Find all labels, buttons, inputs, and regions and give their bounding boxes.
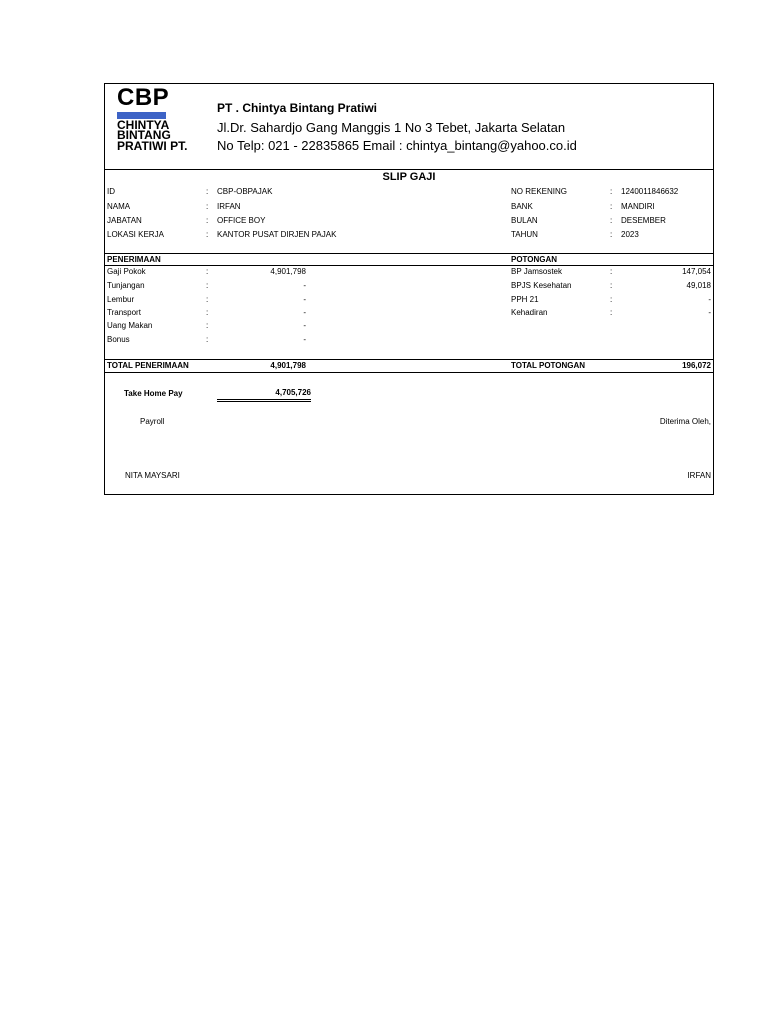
info-value-bulan: DESEMBER [621, 216, 666, 225]
earning-colon: : [206, 281, 209, 290]
deduction-colon: : [610, 308, 613, 317]
info-label-lokasi: LOKASI KERJA [107, 230, 164, 239]
info-value-rekening: 1240011846632 [621, 187, 679, 196]
info-colon: : [610, 216, 613, 225]
earning-label-uang-makan: Uang Makan [107, 321, 153, 330]
earning-label-transport: Transport [107, 308, 141, 317]
deduction-value-pph21: - [708, 295, 711, 304]
totals-top-divider [105, 359, 713, 360]
earning-label-tunjangan: Tunjangan [107, 281, 145, 290]
take-home-value: 4,705,726 [217, 388, 311, 402]
earning-colon: : [206, 308, 209, 317]
info-colon: : [206, 230, 209, 239]
logo-line-2: BINTANG [117, 128, 171, 142]
payroll-signer-name: NITA MAYSARI [125, 471, 180, 480]
earning-colon: : [206, 295, 209, 304]
logo-line-1: CHINTYA [117, 118, 170, 132]
earning-colon: : [206, 267, 209, 276]
earning-value-gaji-pokok: 4,901,798 [270, 267, 306, 276]
deduction-colon: : [610, 295, 613, 304]
total-earnings-value: 4,901,798 [270, 361, 306, 370]
payroll-label: Payroll [140, 417, 165, 426]
company-contact: No Telp: 021 - 22835865 Email : chintya_bintang@yahoo.co.id [217, 138, 577, 153]
info-label-nama: NAMA [107, 202, 131, 211]
info-colon: : [206, 216, 209, 225]
salary-slip [104, 83, 714, 495]
info-colon: : [610, 230, 613, 239]
info-value-bank: MANDIRI [621, 202, 655, 211]
deduction-colon: : [610, 281, 613, 290]
info-colon: : [206, 202, 209, 211]
deduction-label-pph21: PPH 21 [511, 295, 539, 304]
company-logo-text: CBP [117, 84, 170, 111]
deduction-value-bpjs: 49,018 [686, 281, 711, 290]
company-address: Jl.Dr. Sahardjo Gang Manggis 1 No 3 Tebet, Jakarta Selatan [217, 120, 566, 135]
earning-colon: : [206, 321, 209, 330]
info-label-tahun: TAHUN [511, 230, 538, 239]
info-value-lokasi: KANTOR PUSAT DIRJEN PAJAK [217, 230, 337, 239]
info-label-jabatan: JABATAN [107, 216, 142, 225]
section-header-divider [105, 265, 713, 266]
info-value-tahun: 2023 [621, 230, 639, 239]
earnings-header: PENERIMAAN [107, 255, 161, 264]
company-name: PT . Chintya Bintang Pratiwi [217, 101, 378, 115]
slip-title: SLIP GAJI [382, 171, 436, 183]
info-divider [105, 253, 713, 254]
logo-line-3: PRATIWI PT. [117, 139, 188, 153]
total-deductions-label: TOTAL POTONGAN [511, 361, 586, 370]
deductions-header: POTONGAN [511, 255, 558, 264]
info-value-jabatan: OFFICE BOY [217, 216, 266, 225]
total-earnings-label: TOTAL PENERIMAAN [107, 361, 189, 370]
info-value-nama: IRFAN [217, 202, 241, 211]
totals-bottom-divider [105, 372, 713, 373]
earning-colon: : [206, 335, 209, 344]
info-colon: : [610, 202, 613, 211]
info-label-id: ID [107, 187, 115, 196]
earning-label-lembur: Lembur [107, 295, 135, 304]
received-by-label: Diterima Oleh, [659, 417, 711, 426]
earning-value-lembur: - [303, 295, 306, 304]
deduction-colon: : [610, 267, 613, 276]
earning-value-uang-makan: - [303, 321, 306, 330]
deduction-value-jamsostek: 147,054 [682, 267, 711, 276]
info-label-bulan: BULAN [511, 216, 538, 225]
deduction-value-kehadiran: - [708, 308, 711, 317]
deduction-label-kehadiran: Kehadiran [511, 308, 548, 317]
deduction-label-jamsostek: BP Jamsostek [511, 267, 562, 276]
earning-value-transport: - [303, 308, 306, 317]
earning-label-gaji-pokok: Gaji Pokok [107, 267, 146, 276]
earning-label-bonus: Bonus [107, 335, 130, 344]
deduction-label-bpjs: BPJS Kesehatan [511, 281, 572, 290]
receiver-signer-name: IRFAN [687, 471, 711, 480]
earning-value-bonus: - [303, 335, 306, 344]
info-label-rekening: NO REKENING [511, 187, 568, 196]
info-colon: : [206, 187, 209, 196]
earning-value-tunjangan: - [303, 281, 306, 290]
info-value-id: CBP-OBPAJAK [217, 187, 273, 196]
take-home-label: Take Home Pay [124, 389, 183, 398]
header-divider [105, 169, 713, 170]
total-deductions-value: 196,072 [682, 361, 711, 370]
info-colon: : [610, 187, 613, 196]
info-label-bank: BANK [511, 202, 533, 211]
